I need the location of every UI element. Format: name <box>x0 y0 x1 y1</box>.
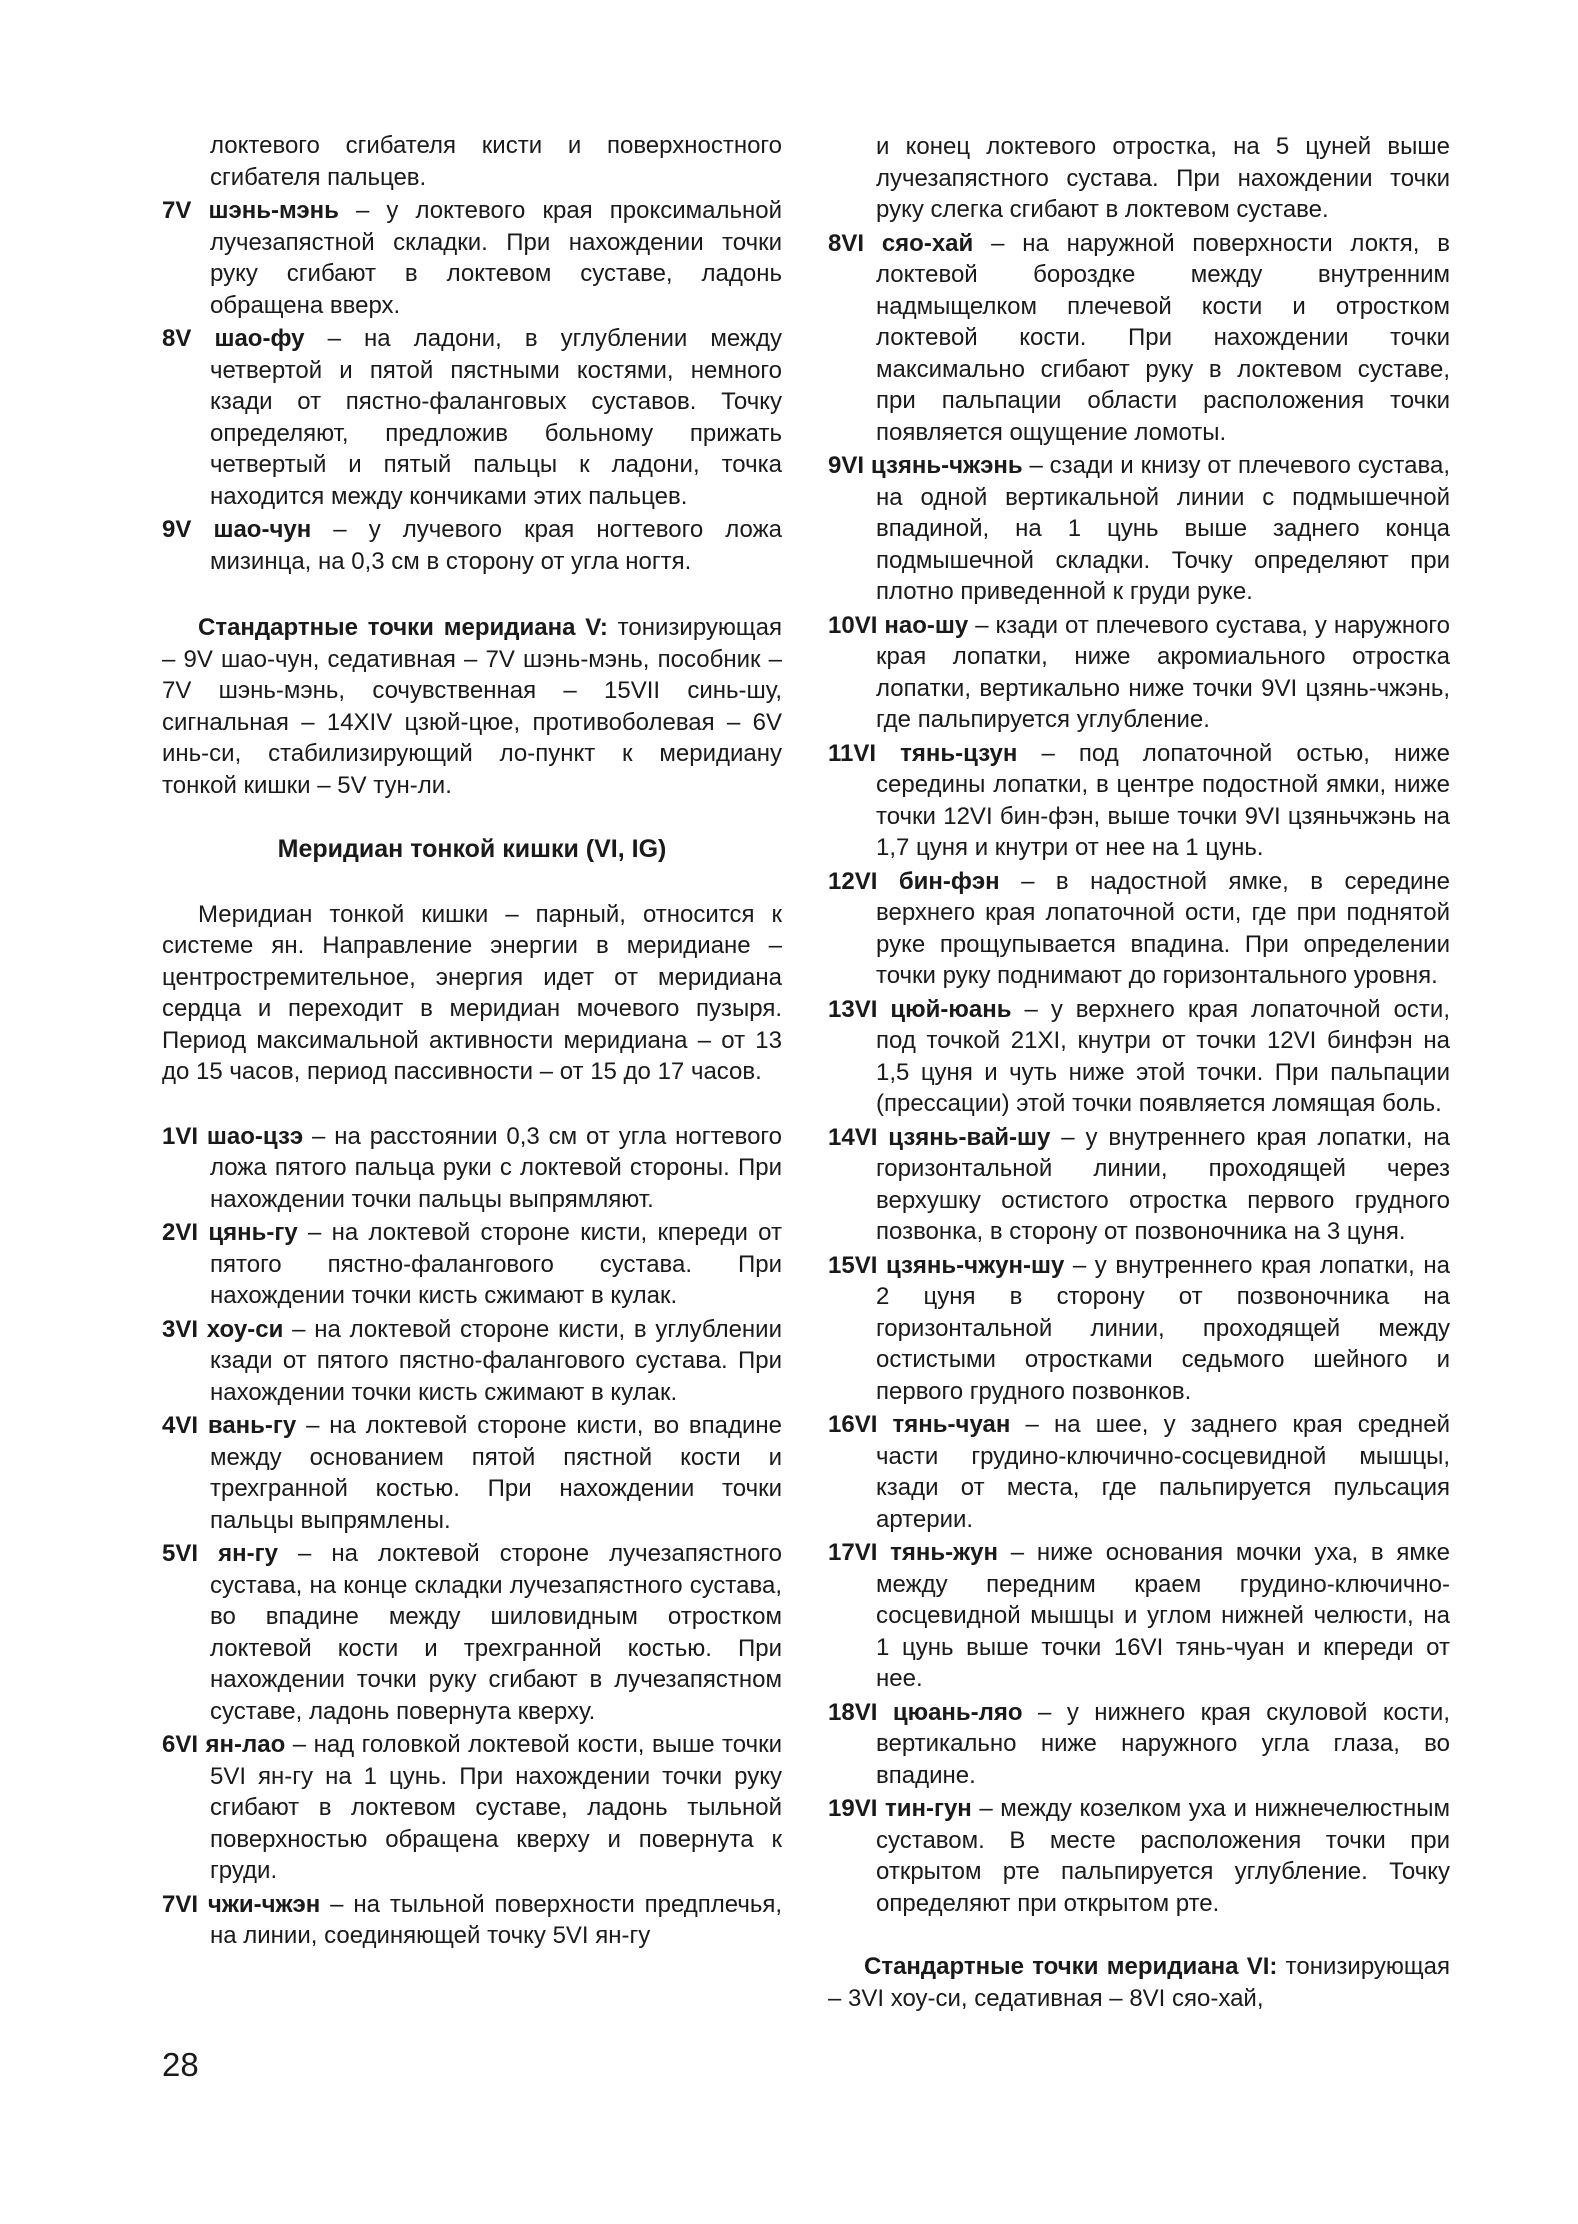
point-description: – на локтевой стороне кисти, во впадине между основанием пятой пястной кости и трехгранной костью. При нахождении точки пальцы выпрямлены. <box>210 1412 783 1534</box>
point-name: бин-фэн <box>898 867 1000 895</box>
point-name: шао-чун <box>213 516 312 543</box>
point-entry <box>828 610 1450 736</box>
point-description: – у нижнего края скуловой кости, вертикально ниже наружного угла глаза, во впадине. <box>876 1698 1450 1789</box>
point-code: 12VI <box>828 867 878 895</box>
left-column <box>162 130 782 1954</box>
point-name: цюань-ляо <box>892 1698 1023 1726</box>
point-name: цзянь-вай-шу <box>888 1123 1051 1151</box>
point-code: 2VI <box>162 1219 199 1246</box>
point-entry <box>828 228 1450 449</box>
point-name: нао-шу <box>884 611 969 639</box>
point-code: 9V <box>162 516 192 543</box>
point-name: тянь-цзун <box>900 739 1018 767</box>
right-column <box>828 131 1450 2014</box>
page-number: 28 <box>162 2046 199 2083</box>
point-description: – под лопаточной остью, ниже середины лопатки, в центре подостной ямки, ниже точки 12VI бин-фэн, выше точки 9VI цзяньчжэнь на 1,7 цуня и кнутри от нее на 1 цунь. <box>876 739 1451 861</box>
point-description: – у внутреннего края лопатки, на 2 цуня в сторону от позвоночника на горизонтальной линии, проходящей между остистыми отростками седьмого шейного и первого грудного позвонков. <box>876 1251 1450 1405</box>
point-entry <box>162 1121 782 1216</box>
point-description: – на шее, у заднего края средней части грудино-ключично-сосцевидной мышцы, кзади от места, где пальпируется пульсация артерии. <box>876 1411 1450 1533</box>
point-entry <box>162 1314 782 1409</box>
continued-text: и конец локтевого отростка, на 5 цуней выше лучезапястного сустава. При нахождении точки руку слегка сгибают в локтевом суставе. <box>876 133 1450 223</box>
point-name: цзянь-чжэнь <box>870 452 1023 479</box>
point-name: хоу-си <box>206 1315 284 1343</box>
point-code: 8VI <box>828 229 865 257</box>
point-entry <box>828 1250 1450 1408</box>
point-entry <box>162 323 782 512</box>
point-description: – кзади от плечевого сустава, у наружного края лопатки, ниже акромиального отростка лопатки, вертикально ниже точки 9VI цзянь-чжэнь, где пальпируется углубление. <box>876 611 1450 733</box>
point-description: – у локтевого края проксимальной лучезапястной складки. При нахождении точки руку сгибают в локтевом суставе, ладонь обращена вверх. <box>210 197 782 319</box>
standard-points-lead: Стандартные точки меридиана V: <box>198 614 608 641</box>
point-description: – ниже основания мочки уха, в ямке между передним краем грудино-ключично-сосцевидной мышцы и углом нижней челюсти, на 1 цунь выше точки 16VI тянь-чуан и кпереди от нее. <box>876 1539 1451 1692</box>
point-entry <box>828 1409 1450 1535</box>
point-description: – на локтевой стороне кисти, в углублении кзади от пятого пястно-фалангового сустава. При нахождении точки кисть сжимают в кулак. <box>210 1315 782 1406</box>
point-code: 18VI <box>828 1698 878 1726</box>
point-entry <box>828 1793 1450 1919</box>
point-entry <box>162 1538 782 1727</box>
continued-text: локтевого сгибателя кисти и поверхностного сгибателя пальцев. <box>210 132 782 191</box>
point-description: – в надостной ямке, в середине верхнего края лопаточной ости, где при поднятой руке прощупывается впадина. При определении точки руку поднимают до горизонтального уровня. <box>876 867 1451 989</box>
point-code: 7VI <box>162 1890 199 1918</box>
point-name: цянь-гу <box>208 1219 298 1246</box>
point-code: 16VI <box>828 1411 878 1438</box>
point-description: – над головкой локтевой кости, выше точки 5VI ян-гу на 1 цунь. При нахождении точки руку сгибают в локтевом суставе, ладонь тыльной поверхностью обращена кверху и повернута к груди. <box>210 1731 782 1884</box>
standard-points-paragraph <box>162 612 782 801</box>
standard-points-paragraph <box>828 1951 1450 2014</box>
point-entry <box>828 1697 1450 1792</box>
point-name: сяо-хай <box>881 229 974 257</box>
point-entry <box>162 1729 782 1887</box>
point-code: 1VI <box>162 1122 199 1150</box>
point-entry <box>162 1217 782 1312</box>
point-name: тянь-жун <box>890 1539 998 1566</box>
standard-points-text: тонизирующая – 9V шао-чун, седативная – 7V шэнь-мэнь, пособник – 7V шэнь-мэнь, сочувственная – 15VII синь-шу, сигнальная – 14XIV цзюй-цюе, противоболевая – 6V инь-си, стабилизирующий ло-пункт к меридиану тонкой кишки – 5V тун-ли. <box>162 614 782 799</box>
point-description: – на ладони, в углублении между четвертой и пятой пястными костями, немного кзади от пястно-фаланговых суставов. Точку определяют, предложив больному прижать четвертый и пятый пальцы к ладони, точка находится между кончиками этих пальцев. <box>210 325 782 510</box>
point-description: – на локтевой стороне кисти, кпереди от пятого пястно-фалангового сустава. При нахождении точки кисть сжимают в кулак. <box>210 1219 782 1309</box>
point-name: шэнь-мэнь <box>208 197 339 224</box>
point-entry <box>162 1889 782 1952</box>
point-entry <box>162 1410 782 1536</box>
section-heading: Меридиан тонкой кишки (VI, IG) <box>277 835 667 863</box>
point-description: – на расстоянии 0,3 см от угла ногтевого ложа пятого пальца руки с локтевой стороны. При нахождении точки пальцы выпрямляют. <box>210 1122 782 1213</box>
point-code: 6VI <box>162 1731 199 1758</box>
point-name: шао-фу <box>214 325 305 352</box>
point-name: тянь-чуан <box>892 1411 1011 1438</box>
point-entry <box>828 738 1450 864</box>
point-code: 9VI <box>828 452 865 479</box>
point-code: 4VI <box>162 1412 199 1439</box>
point-code: 11VI <box>828 739 877 767</box>
point-code: 3VI <box>162 1315 199 1343</box>
point-description: – на локтевой стороне лучезапястного сустава, на конце складки лучезапястного сустава, во впадине между шиловидным отростком локтевой кости и трехгранной костью. При нахождении точки руку сгибают в лучезапястном суставе, ладонь повернута кверху. <box>210 1540 782 1725</box>
point-entry <box>828 1537 1450 1695</box>
point-entry <box>162 514 782 577</box>
point-code: 15VI <box>828 1251 878 1279</box>
point-description: – между козелком уха и нижнечелюстным суставом. В месте расположения точки при открытом рте пальпируется углубление. Точку определяют при открытом рте. <box>876 1795 1450 1917</box>
point-name: ян-гу <box>218 1540 278 1567</box>
point-description: – у верхнего края лопаточной ости, под точкой 21XI, кнутри от точки 12VI бинфэн на 1,5 цуня и чуть ниже этой точки. При пальпации (прессации) этой точки появляется ломящая боль. <box>876 995 1450 1117</box>
point-description: – у внутреннего края лопатки, на горизонтальной линии, проходящей через верхушку остистого отростка первого грудного позвонка, в сторону от позвоночника на 3 цуня. <box>876 1123 1451 1245</box>
point-code: 7V <box>162 197 192 224</box>
point-name: вань-гу <box>207 1412 297 1439</box>
point-name: чжи-чжэн <box>207 1890 321 1918</box>
point-name: тин-гун <box>884 1795 972 1822</box>
point-code: 13VI <box>828 995 878 1023</box>
point-code: 10VI <box>828 611 878 639</box>
point-code: 5VI <box>162 1540 199 1567</box>
point-description: – сзади и книзу от плечевого сустава, на одной вертикальной линии с подмышечной впадиной, на 1 цунь выше заднего конца подмышечной складки. Точку определяют при плотно приведенной к груди руке. <box>876 452 1451 605</box>
point-entry <box>162 195 782 321</box>
point-code: 14VI <box>828 1123 878 1151</box>
point-name: шао-цзэ <box>206 1122 304 1150</box>
intro-paragraph: Меридиан тонкой кишки – парный, относится к системе ян. Направление энергии в меридиане – центростремительное, энергия идет от меридиана сердца и переходит в меридиан мочевого пузыря. Период максимальной активности меридиана – от 13 до 15 часов, период пассивности – от 15 до 17 часов. <box>162 900 782 1085</box>
point-entry <box>828 866 1450 992</box>
point-code: 19VI <box>828 1795 878 1822</box>
standard-points-lead: Стандартные точки меридиана VI: <box>864 1953 1278 1980</box>
point-code: 8V <box>162 325 192 352</box>
point-description: – у лучевого края ногтевого ложа мизинца, на 0,3 см в сторону от угла ногтя. <box>210 516 783 575</box>
point-entry <box>828 1122 1450 1248</box>
point-name: цзянь-чжун-шу <box>885 1251 1065 1279</box>
point-description: – на наружной поверхности локтя, в локтевой бороздке между внутренним надмыщелком плечевой кости и отростком локтевой кости. При нахождении точки максимально сгибают руку в локтевом суставе, при пальпации области расположения точки появляется ощущение ломоты. <box>876 229 1451 446</box>
standard-points-text: тонизирующая – 3VI хоу-си, седативная – 8VI сяо-хай, <box>828 1953 1450 2012</box>
point-entry <box>828 994 1450 1120</box>
point-entry <box>828 450 1450 608</box>
point-name: цюй-юань <box>890 995 1012 1023</box>
point-code: 17VI <box>828 1539 878 1566</box>
point-description: – на тыльной поверхности предплечья, на линии, соединяющей точку 5VI ян-гу <box>210 1890 783 1949</box>
point-name: ян-лао <box>205 1731 286 1758</box>
